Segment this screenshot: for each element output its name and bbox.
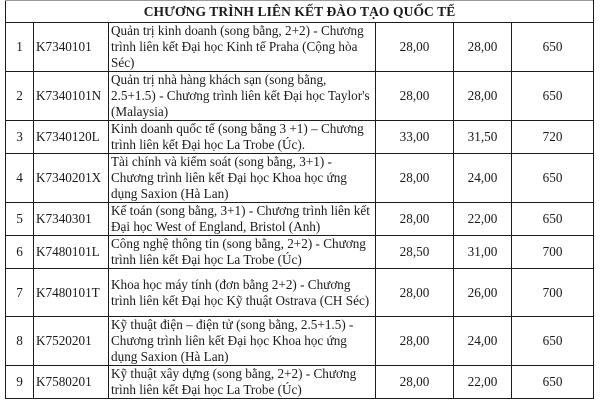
score-a: 28,00 bbox=[376, 23, 454, 72]
international-programs-table bbox=[5, 0, 594, 399]
table-row bbox=[6, 23, 594, 72]
row-number: 3 bbox=[6, 121, 34, 154]
table-row bbox=[6, 72, 594, 121]
table-row bbox=[6, 269, 594, 317]
row-number: 9 bbox=[6, 366, 34, 399]
program-name: Kỹ thuật điện – điện tử (song bằng, 2.5+1.5) - Chương trình liên kết Đại học Khoa học ứng dụng Saxion (Hà Lan) bbox=[109, 317, 376, 366]
fee: 650 bbox=[512, 154, 594, 203]
table-row bbox=[6, 203, 594, 236]
score-a: 28,00 bbox=[376, 72, 454, 121]
table-row bbox=[6, 154, 594, 203]
score-b: 24,00 bbox=[454, 317, 512, 366]
score-b: 31,50 bbox=[454, 121, 512, 154]
row-number: 1 bbox=[6, 23, 34, 72]
row-number: 8 bbox=[6, 317, 34, 366]
table-row bbox=[6, 121, 594, 154]
program-name: Kế toán (song bằng, 3+1) - Chương trình liên kết Đại học West of England, Bristol (Anh) bbox=[109, 203, 376, 236]
program-code: K7340201X bbox=[34, 154, 109, 203]
row-number: 6 bbox=[6, 236, 34, 269]
table-title: CHƯƠNG TRÌNH LIÊN KẾT ĐÀO TẠO QUỐC TẾ bbox=[6, 1, 594, 23]
score-b: 31,00 bbox=[454, 236, 512, 269]
fee: 650 bbox=[512, 366, 594, 399]
table-row bbox=[6, 317, 594, 366]
score-a: 28,00 bbox=[376, 203, 454, 236]
fee: 700 bbox=[512, 269, 594, 317]
score-a: 28,00 bbox=[376, 269, 454, 317]
program-name: Kinh doanh quốc tế (song bằng 3 +1) – Chương trình liên kết Đại học La Trobe (Úc). bbox=[109, 121, 376, 154]
program-code: K7480101L bbox=[34, 236, 109, 269]
row-number: 5 bbox=[6, 203, 34, 236]
program-name: Quản trị kinh doanh (song bằng, 2+2) - Chương trình liên kết Đại học Kinh tế Praha (Cộng hòa Séc) bbox=[109, 23, 376, 72]
fee: 700 bbox=[512, 236, 594, 269]
program-name: Tài chính và kiểm soát (song bằng, 3+1) - Chương trình liên kết Đại học Khoa học ứng dụng Saxion (Hà Lan) bbox=[109, 154, 376, 203]
score-a: 33,00 bbox=[376, 121, 454, 154]
program-code: K7580201 bbox=[34, 366, 109, 399]
row-number: 2 bbox=[6, 72, 34, 121]
program-name: Kỹ thuật xây dựng (song bằng, 2+2) - Chương trình liên kết Đại học La Trobe (Úc) bbox=[109, 366, 376, 399]
score-b: 22,00 bbox=[454, 203, 512, 236]
score-a: 28,00 bbox=[376, 154, 454, 203]
table-title-row bbox=[6, 1, 594, 23]
score-b: 28,00 bbox=[454, 23, 512, 72]
score-b: 26,00 bbox=[454, 269, 512, 317]
score-b: 24,00 bbox=[454, 154, 512, 203]
program-code: K7340120L bbox=[34, 121, 109, 154]
program-code: K7340101 bbox=[34, 23, 109, 72]
score-a: 28,00 bbox=[376, 317, 454, 366]
row-number: 4 bbox=[6, 154, 34, 203]
program-name: Quản trị nhà hàng khách sạn (song bằng, 2.5+1.5) - Chương trình liên kết Đại học Taylor's (Malaysia) bbox=[109, 72, 376, 121]
row-number: 7 bbox=[6, 269, 34, 317]
program-code: K7480101T bbox=[34, 269, 109, 317]
program-code: K7340101N bbox=[34, 72, 109, 121]
score-a: 28,50 bbox=[376, 236, 454, 269]
program-name: Khoa học máy tính (đơn bằng 2+2) - Chương trình liên kết Đại học Kỹ thuật Ostrava (CH Séc) bbox=[109, 269, 376, 317]
program-name: Công nghệ thông tin (song bằng, 2+2) - Chương trình liên kết Đại học La Trobe (Úc) bbox=[109, 236, 376, 269]
fee: 650 bbox=[512, 23, 594, 72]
table-row bbox=[6, 236, 594, 269]
score-b: 22,00 bbox=[454, 366, 512, 399]
fee: 720 bbox=[512, 121, 594, 154]
fee: 650 bbox=[512, 72, 594, 121]
program-code: K7340301 bbox=[34, 203, 109, 236]
program-code: K7520201 bbox=[34, 317, 109, 366]
fee: 650 bbox=[512, 203, 594, 236]
score-b: 28,00 bbox=[454, 72, 512, 121]
fee: 650 bbox=[512, 317, 594, 366]
score-a: 28,00 bbox=[376, 366, 454, 399]
table-row bbox=[6, 366, 594, 399]
